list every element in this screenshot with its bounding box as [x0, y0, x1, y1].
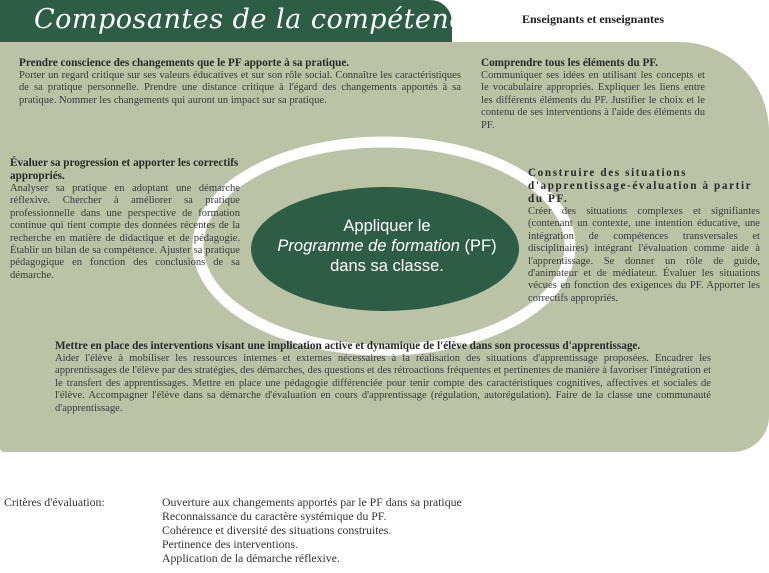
center-line-2 — [253, 236, 521, 256]
component-heading: Mettre en place des interventions visant une implication active et dynamique de l'élève dans son processus d'apprentissage. — [55, 340, 641, 352]
diagram-title: Composantes de la compétence — [34, 4, 482, 35]
component-heading: Comprendre tous les éléments du PF. — [481, 57, 658, 69]
center-competency — [253, 216, 521, 276]
component-mid-right — [528, 167, 760, 305]
component-body: Porter un regard critique sur ses valeurs éducatives et sur son rôle social. Connaître les caractéristiques de sa pratique personnelle. Prendre une distance critique à l'égard des changements apportés à sa pratique. Nommer les changements qui auront un impact sur sa pratique. — [19, 70, 461, 106]
component-heading: Construire des situations d'apprentissage-évaluation à partir du PF. — [528, 167, 753, 205]
component-heading: Prendre conscience des changements que le PF apporte à sa pratique. — [19, 57, 350, 69]
center-program-abbr: (PF) — [459, 237, 497, 255]
component-top-right — [481, 57, 705, 132]
criteria-item: Reconnaissance du caractère systémique du PF. — [162, 509, 387, 523]
criteria-item: Cohérence et diversité des situations construites. — [162, 523, 392, 537]
component-body: Créer des situations complexes et signifiantes (contenant un contexte, une intention éducative, une intégration de compétences transversales et disciplinaires) intégrant l'évaluation comme aide à l'apprentissage. Se donner un rôle de guide, d'animateur et de médiateur. Évaluer les situations vécues en fonction des exigences du PF. Apporter les correctifs appropriés. — [528, 206, 760, 304]
center-line-1: Appliquer le — [343, 217, 431, 235]
criteria-item: Ouverture aux changements apportés par le PF dans sa pratique — [162, 495, 462, 509]
component-bottom — [55, 340, 711, 415]
component-body: Aider l'élève à mobiliser les ressources internes et externes nécessaires à la réalisation des situations d'apprentissage proposées. Encadrer les apprentissages de l'élève par des stratégies, des démarches, des questions et des rétroactions fréquentes et pertinentes de manière à favoriser l'intégration et le transfert des apprentissages. Mettre en place une pédagogie différenciée pour tenir compte des caractéristiques cognitives, affectives et sociales de l'élève. Accompagner l'élève dans sa démarche d'évaluation en cours d'apprentissage (régulation, autorégulation). Faire de la classe une communauté d'apprentissage. — [55, 353, 711, 414]
center-line-3: dans sa classe. — [330, 257, 444, 275]
criteria-item: Application de la démarche réflexive. — [162, 551, 340, 565]
component-top-left — [19, 57, 461, 107]
component-mid-left — [10, 157, 240, 282]
criteria-list — [162, 495, 462, 565]
component-heading: Évaluer sa progression et apporter les correctifs appropriés. — [10, 157, 239, 182]
component-body: Analyser sa pratique en adoptant une démarche réflexive. Chercher à améliorer sa pratique professionnelle dans une perspective de formation continue qui tient compte des données récentes de la recherche en matière de didactique et de pédagogie. Établir un bilan de sa compétence. Ajuster sa pratique pédagogique en fonction des conclusions de sa démarche. — [10, 183, 240, 281]
audience-label: Enseignants et enseignantes — [522, 12, 665, 26]
criteria-label: Critères d'évaluation: — [4, 495, 105, 509]
criteria-item: Pertinence des interventions. — [162, 537, 298, 551]
component-body: Communiquer ses idées en utilisant les concepts et le vocabulaire appropriés. Expliquer les liens entre les différents éléments du PF. Justifier le choix et le contenu de ses interventions à l'aide des éléments du PF. — [481, 70, 705, 131]
center-program-name: Programme de formation — [277, 237, 460, 255]
